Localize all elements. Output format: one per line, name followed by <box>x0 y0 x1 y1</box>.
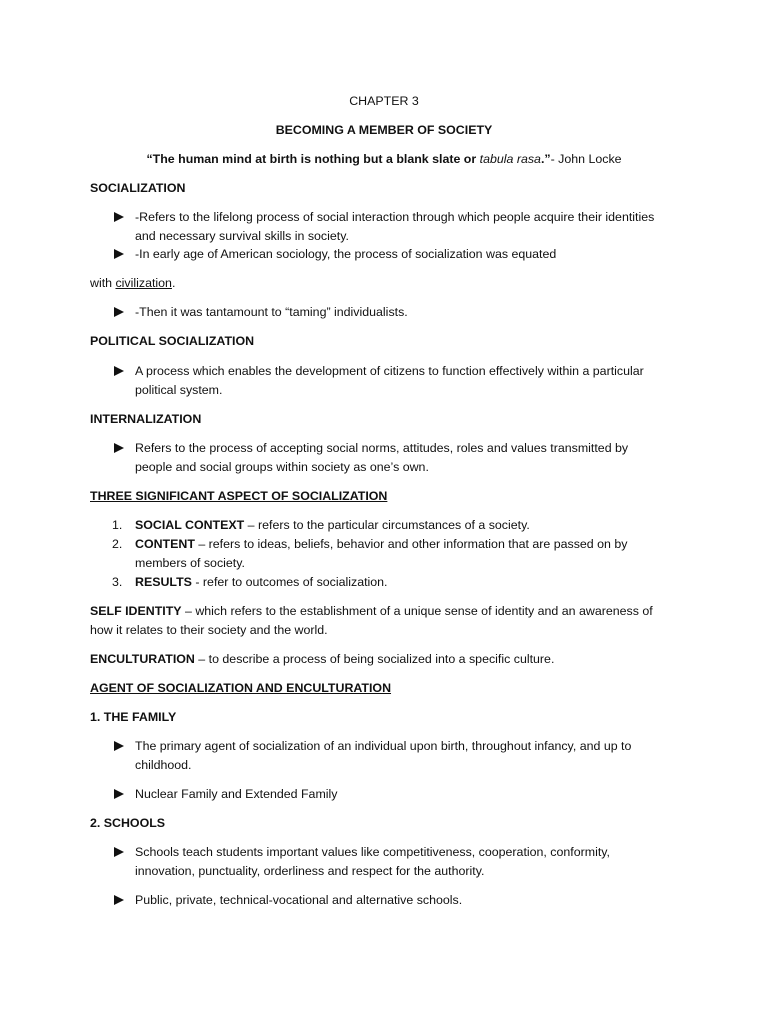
bullet-arrow-icon <box>114 212 124 222</box>
family-bullet-2: Nuclear Family and Extended Family <box>135 787 338 801</box>
chapter-title: BECOMING A MEMBER OF SOCIETY <box>275 123 493 137</box>
aspect-item-2-cont: members of society. <box>135 556 245 570</box>
civilization-term: civilization <box>115 276 172 290</box>
heading-family: 1. THE FAMILY <box>90 710 177 724</box>
quote-italic: tabula rasa <box>479 152 541 166</box>
bullet-arrow-icon <box>114 741 124 751</box>
heading-agents: AGENT OF SOCIALIZATION AND ENCULTURATION <box>90 681 392 695</box>
heading-political-socialization: POLITICAL SOCIALIZATION <box>90 334 255 348</box>
epigraph-quote <box>0 151 768 167</box>
heading-three-aspects: THREE SIGNIFICANT ASPECT OF SOCIALIZATION <box>90 489 388 503</box>
heading-schools: 2. SCHOOLS <box>90 816 166 830</box>
quote-author: - John Locke <box>550 152 622 166</box>
socialization-bullet-2-cont: with civilization. <box>90 276 176 290</box>
self-identity-definition: SELF IDENTITY – which refers to the establishment of a unique sense of identity and an awareness of <box>90 604 653 618</box>
family-bullet-1: The primary agent of socialization of an individual upon birth, throughout infancy, and up to <box>135 739 632 753</box>
bullet-arrow-icon <box>114 847 124 857</box>
aspect-number-2: 2. <box>112 537 123 551</box>
internalization-bullet-1-cont: people and social groups within society as one’s own. <box>135 460 429 474</box>
political-bullet-1-cont: political system. <box>135 383 223 397</box>
bullet-arrow-icon <box>114 789 124 799</box>
aspect-number-1: 1. <box>112 518 123 532</box>
bullet-arrow-icon <box>114 895 124 905</box>
socialization-bullet-3: -Then it was tantamount to “taming” individualists. <box>135 305 408 319</box>
schools-bullet-1-cont: innovation, punctuality, orderliness and respect for the authority. <box>135 864 485 878</box>
socialization-bullet-2: -In early age of American sociology, the process of socialization was equated <box>135 247 557 261</box>
aspect-number-3: 3. <box>112 575 123 589</box>
heading-socialization: SOCIALIZATION <box>90 181 186 195</box>
chapter-label: CHAPTER 3 <box>349 94 419 108</box>
bullet-arrow-icon <box>114 443 124 453</box>
self-identity-definition-cont: how it relates to their society and the world. <box>90 623 328 637</box>
schools-bullet-1: Schools teach students important values like competitiveness, cooperation, conformity, <box>135 845 610 859</box>
bullet-arrow-icon <box>114 249 124 259</box>
bullet-arrow-icon <box>114 366 124 376</box>
socialization-bullet-1: -Refers to the lifelong process of social interaction through which people acquire their identities <box>135 210 655 224</box>
quote-text: “The human mind at birth is nothing but a blank slate or <box>146 152 480 166</box>
internalization-bullet-1: Refers to the process of accepting social norms, attitudes, roles and values transmitted by <box>135 441 629 455</box>
family-bullet-1-cont: childhood. <box>135 758 192 772</box>
enculturation-definition: ENCULTURATION – to describe a process of being socialized into a specific culture. <box>90 652 555 666</box>
aspect-item-3: RESULTS - refer to outcomes of socialization. <box>135 575 388 589</box>
quote-end: .” <box>540 152 551 166</box>
political-bullet-1: A process which enables the development of citizens to function effectively within a particular <box>135 364 644 378</box>
aspect-item-2: CONTENT – refers to ideas, beliefs, behavior and other information that are passed on by <box>135 537 628 551</box>
bullet-arrow-icon <box>114 307 124 317</box>
heading-internalization: INTERNALIZATION <box>90 412 202 426</box>
aspect-item-1: SOCIAL CONTEXT – refers to the particular circumstances of a society. <box>135 518 530 532</box>
socialization-bullet-1-cont: and necessary survival skills in society. <box>135 229 349 243</box>
schools-bullet-2: Public, private, technical-vocational and alternative schools. <box>135 893 463 907</box>
